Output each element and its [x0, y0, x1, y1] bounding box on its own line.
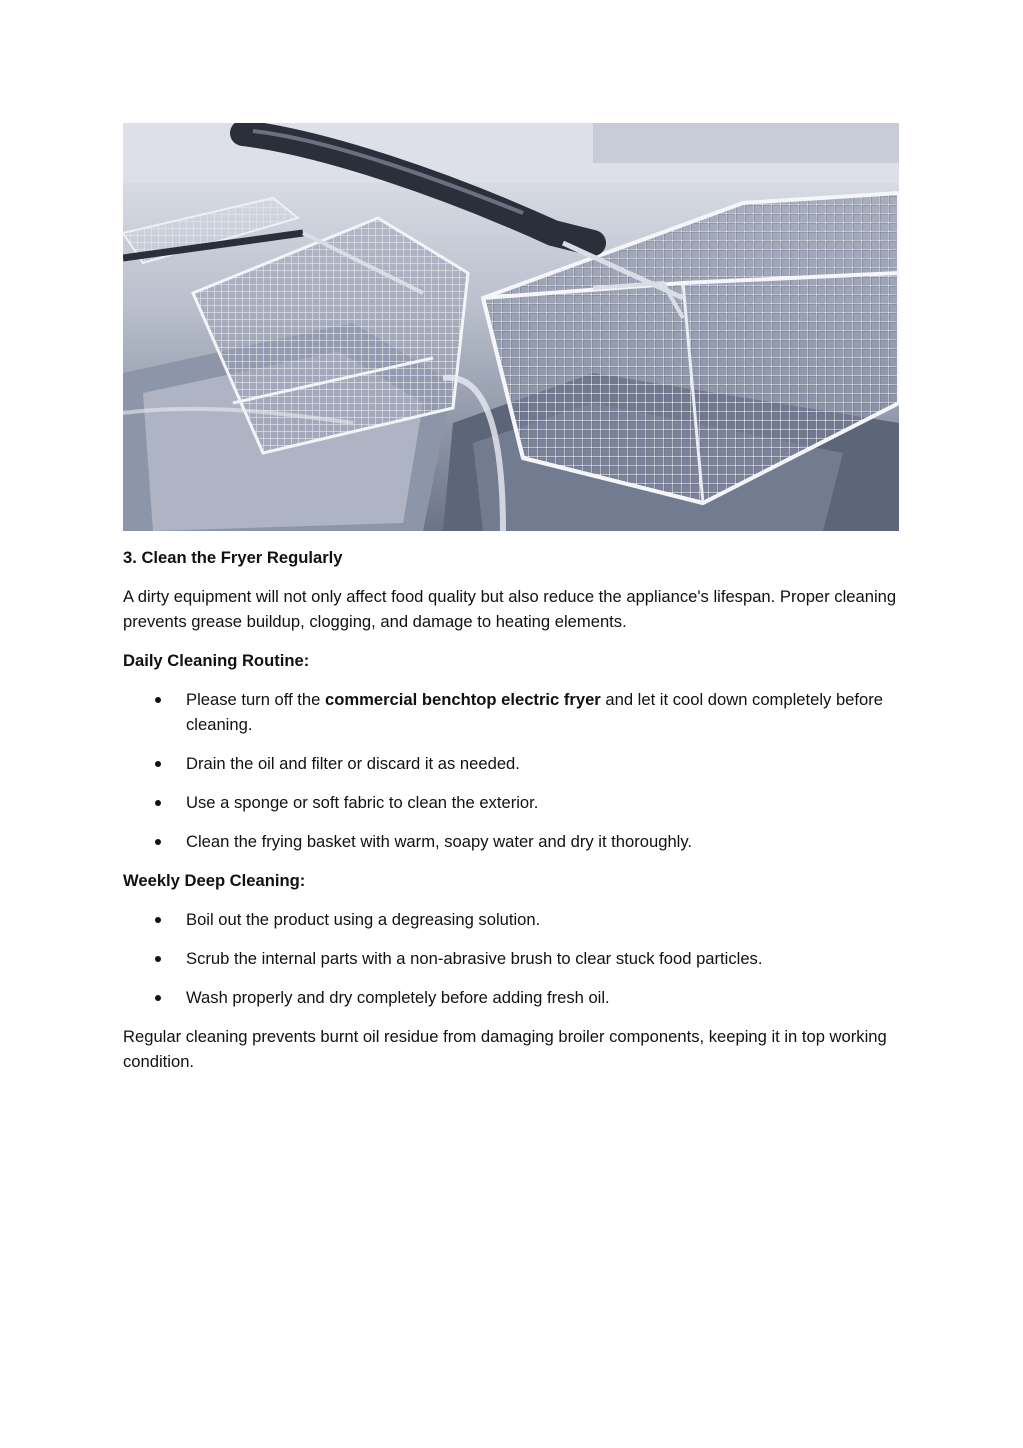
- bullet-icon: [155, 800, 161, 806]
- daily-cleaning-list: [123, 687, 901, 854]
- bullet-icon: [155, 761, 161, 767]
- product-name: commercial benchtop electric fryer: [325, 690, 601, 709]
- bullet-icon: [155, 839, 161, 845]
- list-item: Clean the frying basket with warm, soapy water and dry it thoroughly.: [123, 829, 901, 854]
- list-item: Please turn off the commercial benchtop electric fryer and let it cool down completely before cleaning.: [123, 687, 901, 737]
- bullet-icon: [155, 956, 161, 962]
- closing-paragraph: Regular cleaning prevents burnt oil residue from damaging broiler components, keeping it in top working condition.: [123, 1027, 887, 1071]
- list-item: Boil out the product using a degreasing solution.: [123, 907, 901, 932]
- fryer-basket-illustration: [123, 123, 899, 531]
- list-item: Wash properly and dry completely before adding fresh oil.: [123, 985, 901, 1010]
- bullet-icon: [155, 917, 161, 923]
- weekly-cleaning-heading: Weekly Deep Cleaning:: [123, 871, 306, 890]
- article-body: [123, 545, 901, 1074]
- list-item: Scrub the internal parts with a non-abrasive brush to clear stuck food particles.: [123, 946, 901, 971]
- section-title: 3. Clean the Fryer Regularly: [123, 548, 343, 567]
- bullet-icon: [155, 995, 161, 1001]
- list-item: Drain the oil and filter or discard it as needed.: [123, 751, 901, 776]
- weekly-cleaning-list: [123, 907, 901, 1010]
- bullet-icon: [155, 697, 161, 703]
- daily-cleaning-heading: Daily Cleaning Routine:: [123, 651, 310, 670]
- fryer-basket-photo: [123, 123, 899, 531]
- intro-paragraph: A dirty equipment will not only affect food quality but also reduce the appliance's lifespan. Proper cleaning prevents grease buildup, clogging, and damage to heating elements.: [123, 587, 897, 631]
- list-item: Use a sponge or soft fabric to clean the exterior.: [123, 790, 901, 815]
